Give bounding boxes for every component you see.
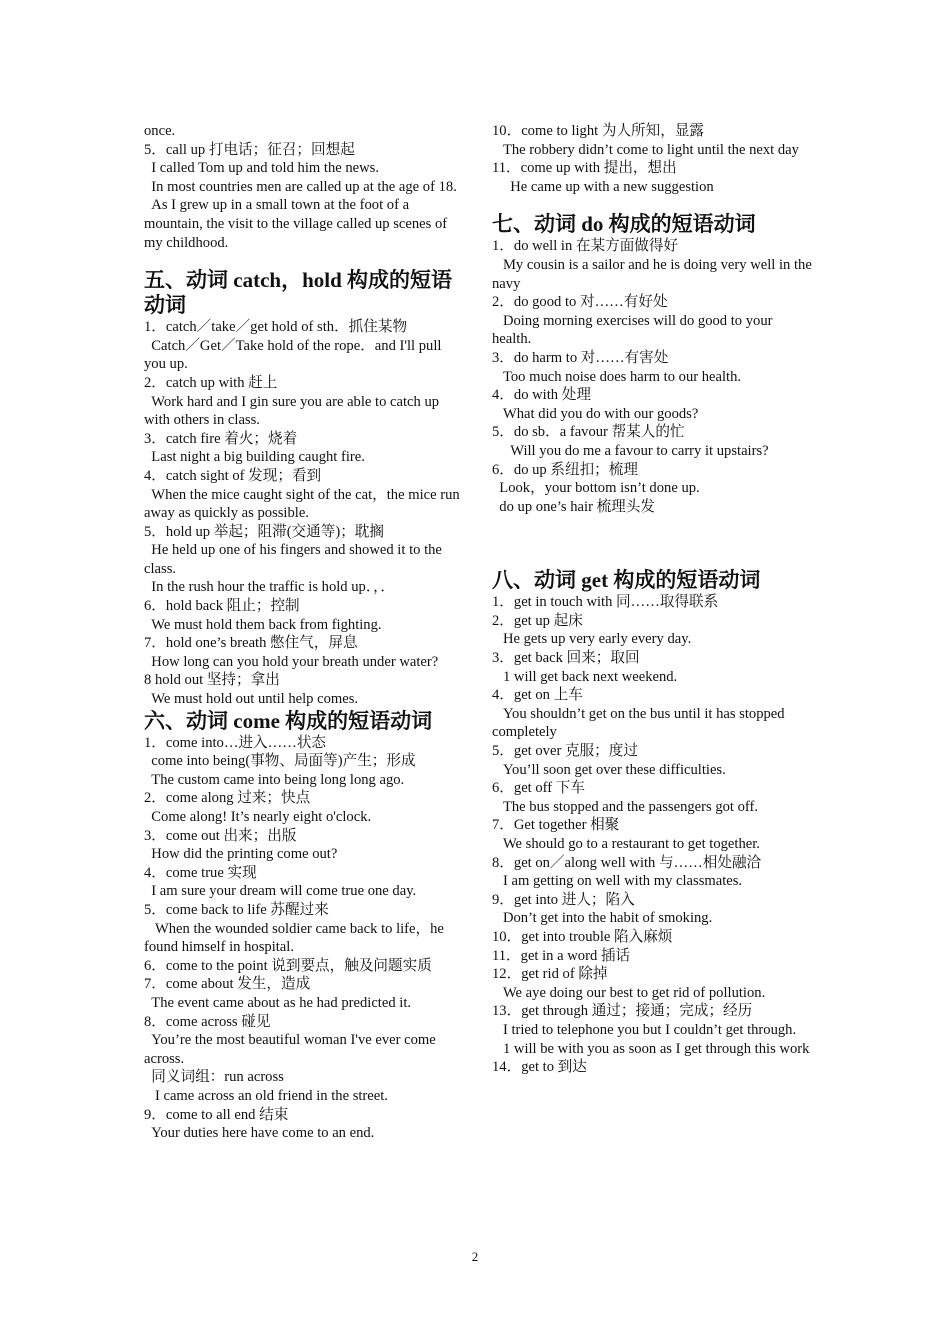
text-line: 8．get on／along well with 与……相处融洽	[492, 854, 762, 871]
text-line: 6．hold back 阻止；控制	[144, 598, 300, 615]
text-line: 3．get back 回来；取回	[492, 650, 640, 667]
text-line: 6．come to the point 说到要点，触及问题实质	[144, 957, 432, 974]
text-line: 10．come to light 为人所知，显露	[492, 123, 705, 139]
text-line: How did the printing come out?	[144, 846, 338, 863]
text-line: 5．do sb．a favour 帮某人的忙	[492, 424, 685, 441]
text-line: Doing morning exercises will do good to your health.	[492, 312, 777, 348]
text-line: 4．get on 上车	[492, 687, 583, 704]
text-line: 1．come into…进入……状态	[144, 734, 327, 751]
text-line: We must hold them back from fighting.	[144, 616, 382, 633]
text-line: 7．hold one’s breath 憋住气，屏息	[144, 635, 358, 652]
text-line: 5．come back to life 苏醒过来	[144, 901, 329, 918]
text-line: 2．get up 起床	[492, 612, 583, 629]
text-line: 4．catch sight of 发现；看到	[144, 467, 322, 484]
text-line: 同义词组：run across	[144, 1069, 284, 1086]
text-line: 7．Get together 相聚	[492, 817, 620, 834]
text-line: 2．come along 过来；快点	[144, 790, 311, 807]
text-line: My cousin is a sailor and he is doing very well in the navy	[492, 256, 816, 292]
text-line: You’ll soon get over these difficulties.	[492, 761, 726, 778]
text-line: 13．get through 通过；接通；完成；经历	[492, 1003, 753, 1020]
section-heading: 五、动词 catch，hold 构成的短语动词	[144, 268, 453, 318]
text-line: 12．get rid of 除掉	[492, 966, 608, 983]
text-line: You shouldn’t get on the bus until it has stopped completely	[492, 705, 789, 741]
text-line: 11．come up with 提出，想出	[492, 160, 677, 177]
text-line: 1 will get back next weekend.	[492, 668, 678, 685]
text-line: 5．get over 克服；度过	[492, 743, 638, 760]
text-line: 10．get into trouble 陷入麻烦	[492, 928, 673, 945]
text-line: 1 will be with you as soon as I get through this work	[492, 1040, 810, 1057]
text-line: 4．do with 处理	[492, 387, 591, 404]
text-line: 4．come true 实现	[144, 864, 257, 881]
text-line: 3．do harm to 对……有害处	[492, 349, 669, 366]
text-line: Look，your bottom isn’t done up.	[492, 480, 700, 497]
text-line: 14．get to 到达	[492, 1059, 587, 1076]
spacer	[492, 196, 812, 212]
text-line: When the mice caught sight of the cat，the mice run away as quickly as possible.	[144, 486, 464, 522]
text-line: How long can you hold your breath under water?	[144, 653, 439, 670]
text-line: 3．come out 出来；出版	[144, 827, 297, 844]
text-line: I am sure your dream will come true one day.	[144, 883, 417, 900]
text-line: In the rush hour the traffic is hold up．，．	[144, 579, 396, 596]
text-line: 1．get in touch with 同……取得联系	[492, 594, 719, 611]
text-line: I tried to telephone you but I couldn’t get through.	[492, 1021, 797, 1038]
text-line: You’re the most beautiful woman I've ever come across.	[144, 1032, 440, 1067]
text-line: The robbery didn’t come to light until the next day	[492, 141, 799, 158]
text-line: 7．come about 发生，造成	[144, 976, 311, 993]
text-line: 2．catch up with 赶上	[144, 374, 278, 391]
text-line: 6．get off 下车	[492, 780, 585, 797]
text-line: 1．do well in 在某方面做得好	[492, 238, 679, 255]
text-line: 5．hold up 举起；阻滞(交通等)；耽搁	[144, 523, 384, 540]
text-line: I am getting on well with my classmates.	[492, 873, 743, 890]
text-line: 3．catch fire 着火；烧着	[144, 430, 298, 447]
text-line: Don’t get into the habit of smoking.	[492, 910, 713, 927]
text-line: In most countries men are called up at the age of 18.	[144, 178, 457, 195]
section-heading: 六、动词 come 构成的短语动词	[144, 708, 433, 733]
text-line: Last night a big building caught fire.	[144, 449, 365, 466]
section-heading: 八、动词 get 构成的短语动词	[492, 568, 761, 593]
text-line: He gets up very early every day.	[492, 631, 692, 648]
text-line: 9．come to all end 结束	[144, 1106, 289, 1123]
text-line: 5．call up 打电话；征召；回想起	[144, 141, 355, 158]
text-line: We aye doing our best to get rid of pollution.	[492, 984, 766, 1001]
text-line: Work hard and I gin sure you are able to catch up with others in class.	[144, 393, 443, 429]
text-line: Will you do me a favour to carry it upstairs?	[492, 442, 769, 459]
text-line: Catch／Get／Take hold of the rope．and I'll pull you up.	[144, 337, 446, 373]
text-line: He came up with a new suggestion	[492, 178, 714, 195]
page-number: 2	[471, 1249, 479, 1264]
text-line: 1．catch／take／get hold of sth．抓住某物	[144, 319, 408, 336]
text-line: We should go to a restaurant to get together.	[492, 836, 760, 852]
text-line: Your duties here have come to an end.	[144, 1125, 375, 1142]
text-line: come into being(事物、局面等)产生；形成	[144, 753, 416, 770]
text-line: We must hold out until help comes.	[144, 691, 359, 708]
text-line: The event came about as he had predicted it.	[144, 994, 412, 1011]
text-line: 8 hold out 坚持；拿出	[144, 672, 280, 689]
text-line: 2．do good to 对……有好处	[492, 294, 668, 311]
text-line: I called Tom up and told him the news.	[144, 160, 380, 177]
text-line: Too much noise does harm to our health.	[492, 368, 742, 385]
text-line: The bus stopped and the passengers got off.	[492, 798, 759, 815]
text-line: When the wounded soldier came back to life，he found himself in hospital.	[144, 920, 448, 956]
spacer	[144, 252, 466, 268]
text-line: As I grew up in a small town at the foot of a mountain, the visit to the village called up scenes of my childhood.	[144, 197, 451, 251]
text-line: 8．come across 碰见	[144, 1013, 271, 1030]
text-line: I came across an old friend in the street.	[144, 1087, 388, 1104]
text-line: once.	[144, 123, 176, 139]
text-line: The custom came into being long long ago.	[144, 771, 405, 788]
text-line: 9．get into 进人；陷入	[492, 891, 635, 908]
text-line: 6．do up 系纽扣；梳理	[492, 461, 638, 478]
text-line: What did you do with our goods?	[492, 405, 699, 422]
left-column	[144, 122, 466, 1143]
text-line: Come along! It’s nearly eight o'clock.	[144, 809, 372, 825]
right-column	[492, 122, 816, 1077]
text-line: 11．get in a word 插话	[492, 947, 631, 964]
spacer	[492, 516, 812, 568]
text-line: He held up one of his fingers and showed it to the class.	[144, 542, 446, 577]
text-line: do up one’s hair 梳理头发	[492, 498, 655, 515]
section-heading: 七、动词 do 构成的短语动词	[492, 212, 756, 237]
